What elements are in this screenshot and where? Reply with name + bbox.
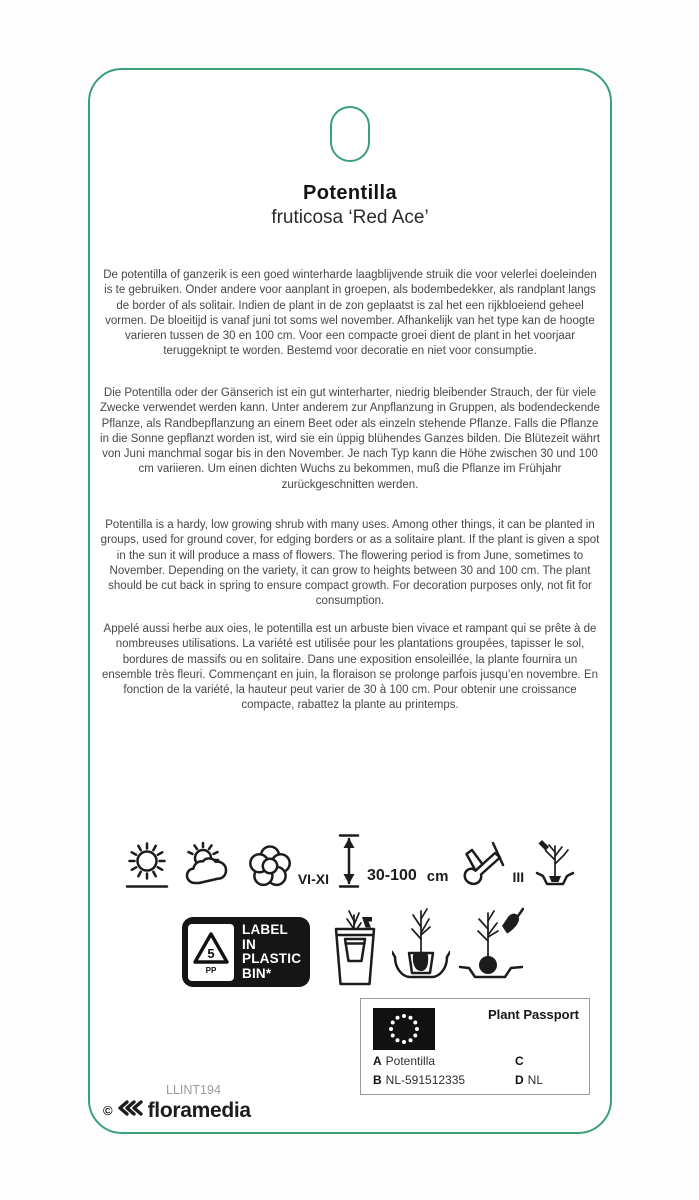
floramedia-leaf-icon [116, 1098, 144, 1123]
recycling-pp5-icon [188, 924, 234, 981]
passport-row-b: B NL-591512335 D NL [373, 1073, 544, 1087]
plant-in-ground-icon [458, 905, 524, 992]
copyright-icon: © [103, 1103, 113, 1118]
care-icon-row [90, 828, 610, 890]
partial-shade-icon [184, 841, 232, 887]
pruning-shears-icon [458, 839, 506, 887]
soak-pot-in-bucket-icon [330, 905, 380, 992]
description-french: Appelé aussi herbe aux oies, le potentilla est un arbuste bien vivace et rampant qui se prête à de nombreuses utilisations. La variété est utilisée pour les plantations groupées, tapisser le sol, bordures de massifs ou en solitaire. Dans une exposition ensoleillée, la plante fournira un ensemble très fleuri. Commençant en juin, la floraison se prolonge parfois jusqu’en novembre. En fonction de la variété, la hauteur peut varier de 30 à 100 cm. Pour obtenir une croissance compacte, rabattez la plante au printemps. [101, 623, 599, 712]
brand-name: floramedia [147, 1098, 251, 1122]
height-range-label: 30-100 [366, 867, 417, 884]
svg-text:PP: PP [205, 966, 217, 975]
plant-genus-title: Potentilla [302, 182, 397, 204]
soak-rootball-icon [392, 905, 450, 992]
floramedia-logo [103, 1098, 251, 1123]
full-sun-icon [124, 840, 170, 890]
flower-icon [246, 842, 294, 890]
description-dutch: De potentilla of ganzerik is een goed winterharde laagblijvende struik die voor velerlei doeleinden is te gebruiken. Onder andere voor aanplant in groepen, als bodembedekker, als randplant langs de border of als solitair. Indien de plant in de zon geplaatst is zal het een rijkbloeiend geheel vormen. De bloeitijd is vanaf juni tot soms wel november. Afhankelijk van het type kan de hoogte varieren tussen de 30 en 100 cm. Voor een compacte groei dient de plant in het voorjaar teruggeknipt te worden. Bestemd voor decoratie en niet voor consumptie. [103, 269, 597, 358]
plant-maintenance-icon [534, 836, 576, 888]
eu-flag-icon [373, 1008, 435, 1050]
height-unit-label: cm [426, 868, 449, 885]
plant-passport-box [360, 998, 590, 1095]
description-german: Die Potentilla oder der Gänserich ist ein gut winterharter, niedrig bleibender Strauch, der für viele Zwecke verwendet werden kann. Unter anderem zur Anpflanzung in Gruppen, als bodendeckende Pflanze, als Randbepflanzung an einem Beet oder als einzeln stehende Pflanze. Falls die Pflanze in die Sonne gepflanzt worden ist, wird sie ein üppig blühendes Ganzes bilden. Die Blütezeit währt von Juni manchmal sogar bis in den November. Je nach Typ kann die Höhe zwischen 30 und 100 cm variieren. Um einen dichten Wuchs zu bekommen, muß die Pflanze im Frühjahr zurückgeschnitten werden. [100, 387, 600, 491]
passport-title: Plant Passport [487, 1007, 579, 1022]
svg-text:5: 5 [207, 946, 215, 961]
flowering-period-label: VI-XI [297, 871, 329, 887]
description-english: Potentilla is a hardy, low growing shrub with many uses. Among other things, it can be planted in groups, used for ground cover, for edging borders or as a solitaire plant. If the plant is given a spot in the sun it will produce a mass of flowers. The flowering period is from June, sometimes to November. Depending on the variety, it can grow to heights between 30 and 100 cm. The plant should be cut back in spring to ensure compact growth. For decoration purposes only, not fit for consumption. [100, 519, 600, 608]
plant-variety-subtitle: fruticosa ‘Red Ace’ [271, 207, 429, 228]
badge-text: LABEL IN PLASTIC BIN* [242, 922, 302, 981]
plant-label-card [88, 68, 612, 1134]
product-code: LLINT194 [166, 1083, 221, 1097]
label-in-plastic-bin-badge [182, 917, 310, 987]
pruning-month-label: III [512, 869, 525, 885]
hang-hole [330, 106, 370, 162]
height-icon [337, 832, 361, 890]
passport-row-a: A Potentilla C [373, 1054, 524, 1068]
